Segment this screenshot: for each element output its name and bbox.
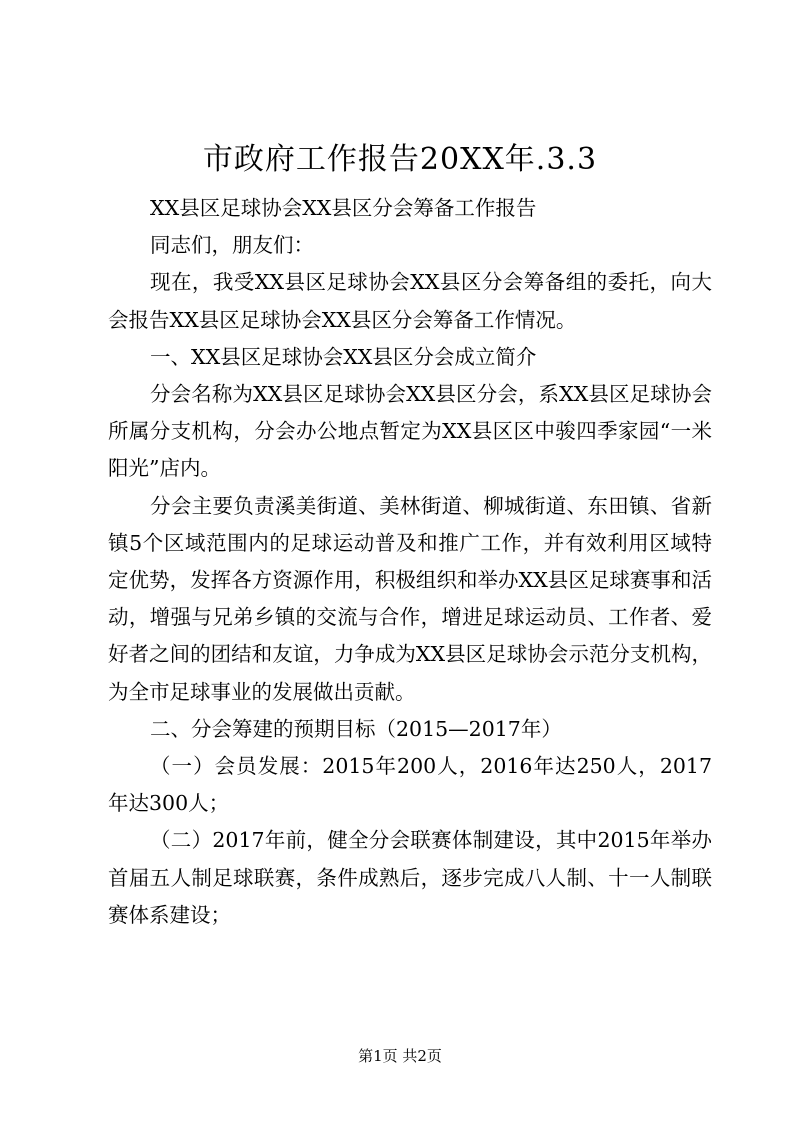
paragraph-salutation: 同志们，朋友们： — [150, 233, 314, 258]
paragraph-branch-name: 分会名称为XX县区足球协会XX县区分会，系XX县区足球协会所属分支机构，分会办公地点暂定为XX县区区中骏四季家园“一米阳光”店内。 — [108, 382, 712, 481]
section-heading-1: 一、XX县区足球协会XX县区分会成立简介 — [150, 344, 537, 369]
page-footer: 第1页 共2页 — [358, 1047, 442, 1065]
document-body — [108, 190, 712, 934]
paragraph-goal-league: （二）2017年前，健全分会联赛体制建设，其中2015年举办首届五人制足球联赛，条件成熟后，逐步完成八人制、十一人制联赛体系建设； — [108, 828, 712, 927]
paragraph-branch-duties: 分会主要负责溪美街道、美林街道、柳城街道、东田镇、省新镇5个区域范围内的足球运动普及和推广工作，并有效利用区域特定优势，发挥各方资源作用，积极组织和举办XX县区足球赛事和活动，增强与兄弟乡镇的交流与合作，增进足球运动员、工作者、爱好者之间的团结和友谊，力争成为XX县区足球协会示范分支机构，为全市足球事业的发展做出贡献。 — [108, 493, 712, 704]
paragraph-intro: 现在，我受XX县区足球协会XX县区分会筹备组的委托，向大会报告XX县区足球协会XX县区分会筹备工作情况。 — [108, 270, 712, 332]
section-heading-2: 二、分会筹建的预期目标（2015—2017年） — [150, 716, 562, 741]
paragraph-report-heading: XX县区足球协会XX县区分会筹备工作报告 — [150, 196, 537, 220]
document-title: 市政府工作报告20XX年.3.3 — [202, 142, 598, 177]
paragraph-goal-membership: （一）会员发展：2015年200人，2016年达250人，2017年达300人； — [108, 754, 712, 816]
